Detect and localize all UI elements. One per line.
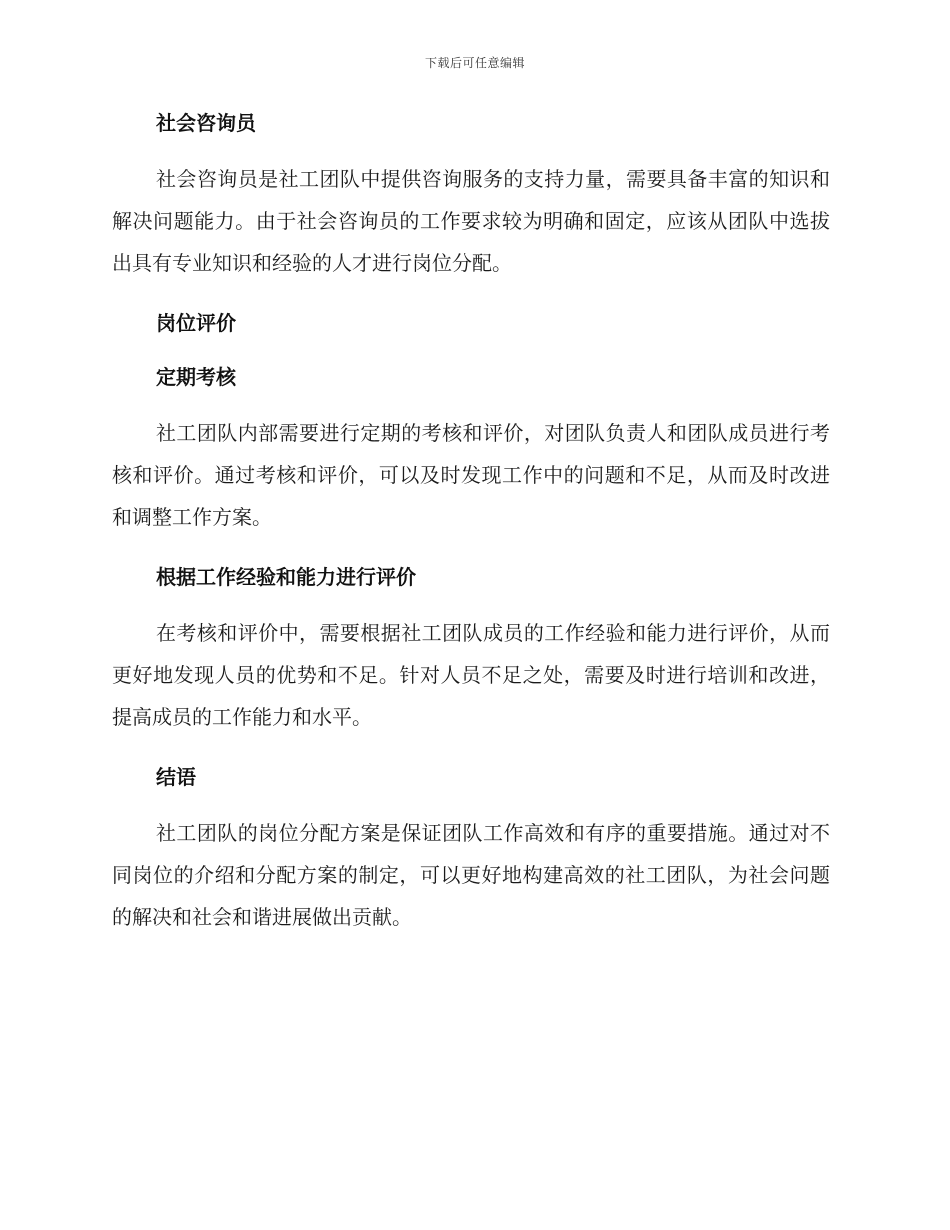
section-paragraph: 社工团队内部需要进行定期的考核和评价，对团队负责人和团队成员进行考核和评价。通过考核和评价，可以及时发现工作中的问题和不足，从而及时改进和调整工作方案。 — [112, 421, 830, 529]
subsection-heading: 定期考核 — [156, 365, 236, 389]
subsection-heading: 根据工作经验和能力进行评价 — [156, 565, 416, 589]
section-heading: 岗位评价 — [156, 311, 236, 335]
section-paragraph: 在考核和评价中，需要根据社工团队成员的工作经验和能力进行评价，从而更好地发现人员的优势和不足。针对人员不足之处，需要及时进行培训和改进，提高成员的工作能力和水平。 — [112, 621, 830, 729]
section-heading: 结语 — [156, 765, 196, 789]
section-paragraph: 社工团队的岗位分配方案是保证团队工作高效和有序的重要措施。通过对不同岗位的介绍和分配方案的制定，可以更好地构建高效的社工团队，为社会问题的解决和社会和谐进展做出贡献。 — [112, 821, 830, 929]
section-paragraph: 社会咨询员是社工团队中提供咨询服务的支持力量，需要具备丰富的知识和解决问题能力。由于社会咨询员的工作要求较为明确和固定，应该从团队中选拔出具有专业知识和经验的人才进行岗位分配。 — [112, 167, 830, 275]
page-header: 下载后可任意编辑 — [424, 56, 525, 70]
document-body — [112, 108, 830, 938]
section-heading: 社会咨询员 — [156, 111, 256, 135]
